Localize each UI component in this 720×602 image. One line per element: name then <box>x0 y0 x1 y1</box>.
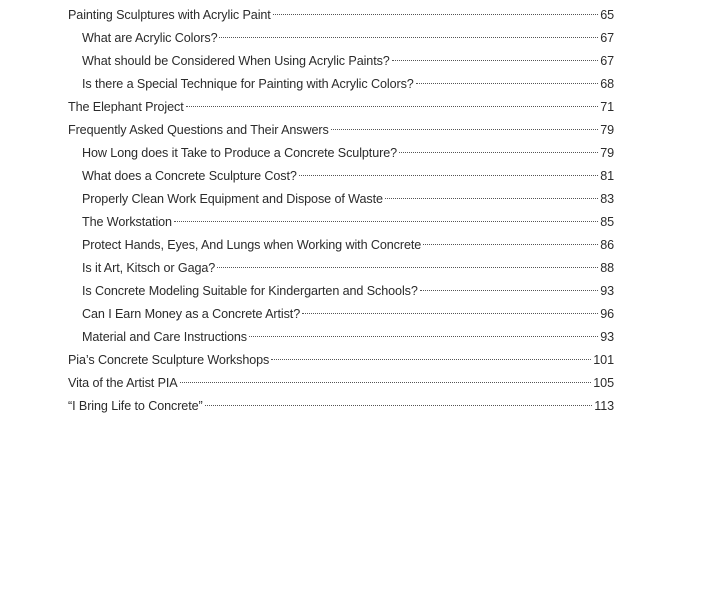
toc-entry[interactable] <box>68 372 614 395</box>
toc-entry-title: Frequently Asked Questions and Their Answers <box>68 123 329 137</box>
toc-entry[interactable] <box>68 27 614 50</box>
toc-entry[interactable] <box>68 188 614 211</box>
toc-entry-title: What are Acrylic Colors? <box>82 31 218 45</box>
toc-entry-page: 81 <box>600 169 614 183</box>
toc-entry-page: 101 <box>593 353 614 367</box>
dot-leader <box>385 198 598 199</box>
toc-entry-page: 65 <box>600 8 614 22</box>
toc-entry[interactable] <box>68 349 614 372</box>
toc-entry[interactable] <box>68 211 614 234</box>
toc-entry-title: Is there a Special Technique for Painting with Acrylic Colors? <box>82 77 414 91</box>
toc-entry-page: 85 <box>600 215 614 229</box>
toc-entry-title: Pia’s Concrete Sculpture Workshops <box>68 353 270 367</box>
toc-entry-page: 79 <box>600 123 614 137</box>
toc-entry[interactable] <box>68 395 614 418</box>
dot-leader <box>217 267 598 268</box>
dot-leader <box>399 152 598 153</box>
toc-entry-page: 93 <box>600 330 614 344</box>
toc-entry[interactable] <box>68 50 614 73</box>
toc-entry-title: Vita of the Artist PIA <box>68 376 178 390</box>
toc-entry-page: 83 <box>600 192 614 206</box>
toc-entry[interactable] <box>68 280 614 303</box>
toc-entry-title: Is it Art, Kitsch or Gaga? <box>82 261 216 275</box>
toc-entry-page: 93 <box>600 284 614 298</box>
dot-leader <box>205 405 593 406</box>
toc-entry-title: Protect Hands, Eyes, And Lungs when Working with Concrete <box>82 238 422 252</box>
toc-entry-page: 105 <box>593 376 614 390</box>
toc-entry[interactable] <box>68 119 614 142</box>
toc-entry-title: Painting Sculptures with Acrylic Paint <box>68 8 271 22</box>
toc-entry-title: What does a Concrete Sculpture Cost? <box>82 169 297 183</box>
dot-leader <box>392 60 598 61</box>
toc-entry-title: “I Bring Life to Concrete” <box>68 399 203 413</box>
dot-leader <box>219 37 598 38</box>
toc-entry-title: The Workstation <box>82 215 172 229</box>
dot-leader <box>416 83 599 84</box>
toc-entry-page: 67 <box>600 54 614 68</box>
toc-entry[interactable] <box>68 257 614 280</box>
toc-entry-page: 88 <box>600 261 614 275</box>
dot-leader <box>299 175 598 176</box>
toc-entry-title: Can I Earn Money as a Concrete Artist? <box>82 307 301 321</box>
toc-entry[interactable] <box>68 73 614 96</box>
toc-entry-title: Is Concrete Modeling Suitable for Kindergarten and Schools? <box>82 284 418 298</box>
dot-leader <box>174 221 598 222</box>
dot-leader <box>180 382 592 383</box>
toc-entry[interactable] <box>68 4 614 27</box>
toc-entry-title: How Long does it Take to Produce a Concrete Sculpture? <box>82 146 398 160</box>
dot-leader <box>186 106 599 107</box>
toc-entry-page: 71 <box>600 100 614 114</box>
toc-entry[interactable] <box>68 96 614 119</box>
dot-leader <box>331 129 599 130</box>
toc-entry-title: Material and Care Instructions <box>82 330 247 344</box>
dot-leader <box>271 359 591 360</box>
dot-leader <box>420 290 598 291</box>
toc-entry-title: Properly Clean Work Equipment and Dispose of Waste <box>82 192 383 206</box>
toc-entry-title: What should be Considered When Using Acrylic Paints? <box>82 54 390 68</box>
toc-entry-page: 79 <box>600 146 614 160</box>
toc-entry-title: The Elephant Project <box>68 100 184 114</box>
toc-entry[interactable] <box>68 303 614 326</box>
toc-entry[interactable] <box>68 326 614 349</box>
toc-entry-page: 96 <box>600 307 614 321</box>
dot-leader <box>273 14 598 15</box>
toc-entry-page: 113 <box>594 399 614 413</box>
dot-leader <box>249 336 598 337</box>
table-of-contents <box>68 4 614 418</box>
toc-entry-page: 68 <box>600 77 614 91</box>
toc-entry-page: 86 <box>600 238 614 252</box>
dot-leader <box>423 244 598 245</box>
dot-leader <box>302 313 598 314</box>
toc-entry-page: 67 <box>600 31 614 45</box>
toc-entry[interactable] <box>68 234 614 257</box>
toc-entry[interactable] <box>68 142 614 165</box>
toc-entry[interactable] <box>68 165 614 188</box>
